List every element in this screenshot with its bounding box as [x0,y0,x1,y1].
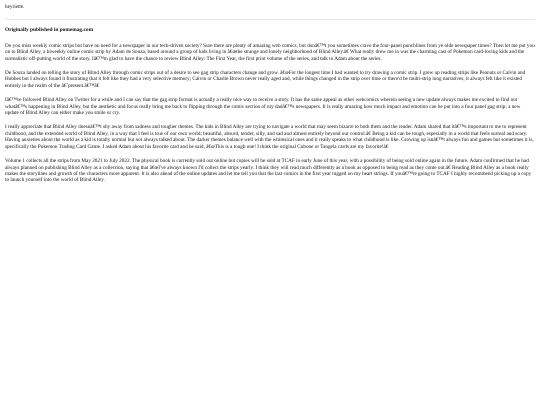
author-line: heyriette. [5,4,25,10]
paragraph-4: I really appreciate that Blind Alley doesnâ€™t shy away from sadness and tougher themes. The kids in Blind Alley are trying to navigate a world that may seem bizarre to both them and the reader. Adam shared that itâ€™s important to me to represent childhood, and the extended world of Blind Alley, in a way that I feel is true of our own world; beautiful, absurd, tender, silly, and sad and almost entirely beyond our control.â€ Being a kid can be tough, especially in a world that feels surreal and scary. Having anxieties about the world as a kid is totally normal but not always talked about. The darker themes balance well with the whimsical ones and it really speaks to what childhood is like. Growing up isnâ€™t always fun and games but sometimes it is, specifically the Pokemon Trading Card Game. I asked Adam about his favorite card and he said, â€œThis is a tough one! I think the original Cubone or Tangela cards are my favorite!â€ [5,124,534,150]
article [0,0,540,184]
paragraph-5: Volume 1 collects all the strips from May 2021 to July 2022. The physical book is currently sold out online but copies will be sold at TCAF in early June of this year, with a possibility of being sold online again in the future. Adam confirmed that he had always planned on publishing Blind Alley as a collection, saying that â€œI've always known I'd collect the strips yearly. I think they will read much differently as a book as opposed to being read as they come out.â€ Reading Blind Alley as a book really makes the storylines and growth of the characters more apparent. It is also ahead of the online updates and let me tell you that the last comics in the first year tugged on my heart strings. If youâ€™re going to TCAF I highly recommend picking up a copy to launch yourself into the world of Blind Alley. [5,158,532,184]
paragraph-3: Iâ€™ve followed Blind Alley on Twitter for a while and I can say that the gag strip format is actually a really nice way to receive a story. It has the same appeal as other webcomics wherein seeing a new update always makes me excited to find out whatâ€™s happening in Blind Alley, but the aesthetic and focus really bring me back to flipping through the comic section of my dadâ€™s newspapers. It is really amazing how much impact and emotion can be put into a four panel gag strip; a new update of Blind Alley can either make you smile or cry. [5,97,521,117]
paragraph-2: De Souza landed on telling the story of Blind Alley through comic strips out of a desire to see gag strip characters change and grow. â€œFor the longest time I had wanted to try drawing a comic strip. I grew up reading strips like Peanuts or Calvin and Hobbes but I always found it frustrating that it felt like they had a very selective memory; Calvin or Charlie Brown never really aged and, while things changed in the strip over time or there'd be multi-strip long narratives, it always felt like it existed entirely in the realm of the â€˜present.â€™â€ [5,70,526,89]
divider [5,19,535,20]
paragraph-1: Do you miss weekly comic strips but have no need for a newspaper in our tech-driven society? Sure there are plenty of amazing web comics, but donâ€™t you sometimes crave the four-panel punchlines from ye olde newspaper times? Then let me put you on to Blind Alley, a biweekly online comic strip by Adam de Souza, based around a group of kids living in â€œthe strange and lonely neighborhood of Blind Alley.â€ What really drew me in was the charming cast of Pokemon card-loving kids and the surrealistic off-putting world of the story. Iâ€™m glad to have the chance to review Blind Alley: The First Year, the first print volume of the series, and talk to Adam about the series. [5,42,535,62]
article-heading: Originally published in pomemag.com [5,27,94,34]
